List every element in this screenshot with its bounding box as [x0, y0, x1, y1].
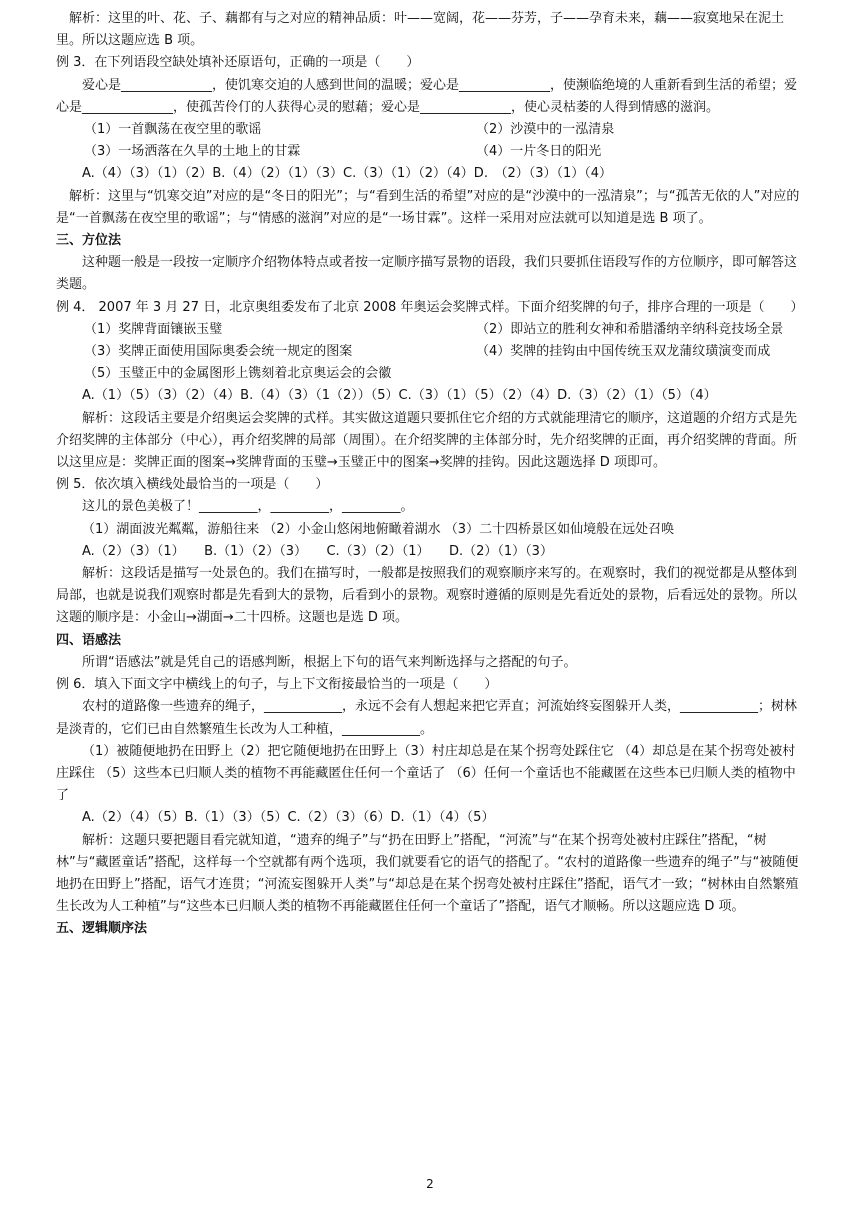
option-item: （1）奖牌背面镶嵌玉璧: [84, 321, 223, 337]
example-3-passage: 爱心是______________，使饥寒交迫的人感到世间的温暖；爱心是______________，使濒临绝境的人重新看到生活的希望；爱心是______________，使孤苦伶仃的人获得心灵的慰藉；爱心是______________，使心灵枯萎的人得到情感的滋润。: [56, 77, 798, 115]
example-3-question: 例 3．在下列语段空缺处填补还原语句，正确的一项是（ ）: [56, 55, 420, 71]
example-6-passage: 农村的道路像一些遗弃的绳子，____________，永远不会有人想起来把它弄直；河流始终妄图躲开人类，____________；树林是淡青的，它们已由自然繁殖生长改为人工种植，____________。: [56, 699, 798, 737]
section-3-intro: 这种题一般是一段按一定顺序介绍物体特点或者按一定顺序描写景物的语段，我们只要抓住语段写作的方位顺序，即可解答这类题。: [56, 255, 798, 293]
option-item: （2）沙漠中的一泓清泉: [476, 122, 615, 138]
example-3-analysis: 解析：这里与“饥寒交迫”对应的是“冬日的阳光”；与“看到生活的希望”对应的是“沙漠中的一泓清泉”；与“孤苦无依的人”对应的是“一首飘荡在夜空里的歌谣”；与“情感的滋润”对应的是“一场甘霖”。这样一采用对应法就可以知道是选 B 项了。: [56, 188, 800, 226]
example-5-passage: 这儿的景色美极了！_________，_________，_________。: [82, 499, 414, 515]
example-5-options: （1）湖面波光粼粼，游船往来 （2）小金山悠闲地俯瞰着湖水 （3）二十四桥景区如仙境般在远处召唤: [82, 521, 675, 537]
example-4-choices: A.（1）（5）（3）（2）（4）B.（4）（3）（1（2））（5）C.（3）（1）（5）（2）（4）D.（3）（2）（1）（5）（4）: [82, 388, 717, 404]
page-number: 2: [426, 1177, 434, 1191]
example-3-options-row-2: [56, 141, 808, 163]
example-6-question: 例 6．填入下面文字中横线上的句子，与上下文衔接最恰当的一项是（ ）: [56, 677, 498, 693]
example-6-choices: A.（2）（4）（5）B.（1）（3）（5）C.（2）（3）（6）D.（1）（4）（5）: [82, 810, 495, 826]
example-5-question: 例 5．依次填入横线处最恰当的一项是（ ）: [56, 477, 329, 493]
example-4-analysis: 解析：这段话主要是介绍奥运会奖牌的式样。其实做这道题只要抓住它介绍的方式就能理清它的顺序，这道题的介绍方式是先介绍奖牌的主体部分（中心），再介绍奖牌的局部（周围）。在介绍奖牌的主体部分时，先介绍奖牌的正面，再介绍奖牌的背面。所以这里应是：奖牌正面的图案→奖牌背面的玉璧→玉璧正中的图案→奖牌的挂钩。因此这题选择 D 项即可。: [56, 410, 798, 471]
analysis-paragraph: 解析：这里的叶、花、子、藕都有与之对应的精神品质：叶——宽阔，花——芬芳，子——孕育未来，藕——寂寞地呆在泥土里。所以这题应选 B 项。: [56, 11, 785, 49]
example-4-options-row-1: [56, 319, 808, 341]
example-5-choices: A.（2）（3）（1） B.（1）（2）（3） C.（3）（2）（1） D.（2）（1）（3）: [82, 543, 553, 559]
option-item: （4）奖牌的挂钩由中国传统玉双龙蒲纹璜演变而成: [476, 344, 771, 360]
section-4-intro: 所谓“语感法”就是凭自己的语感判断，根据上下句的语气来判断选择与之搭配的句子。: [82, 654, 577, 670]
section-heading-5: 五、逻辑顺序法: [56, 921, 148, 937]
option-item: （1）一首飘荡在夜空里的歌谣: [84, 122, 262, 138]
example-3-choices: A.（4）（3）（1）（2）B.（4）（2）（1）（3）C.（3）（1）（2）（4）D. （2）（3）（1）（4）: [82, 166, 613, 182]
option-item: （3）一场洒落在久旱的土地上的甘霖: [84, 144, 301, 160]
document-page: [56, 8, 808, 941]
option-item: （4）一片冬日的阳光: [476, 144, 602, 160]
example-5-analysis: 解析：这段话是描写一处景色的。我们在描写时，一般都是按照我们的观察顺序来写的。在观察时，我们的视觉都是从整体到局部，也就是说我们观察时都是先看到大的景物，后看到小的景物。观察时遵循的原则是先看近处的景物，后看远处的景物。所以这题的顺序是：小金山→湖面→二十四桥。这题也是选 D 项。: [56, 566, 798, 626]
example-4-question: 例 4． 2007 年 3 月 27 日，北京奥组委发布了北京 2008 年奥运会奖牌式样。下面介绍奖牌的句子，排序合理的一项是（ ）: [56, 299, 804, 315]
section-heading-4: 四、语感法: [56, 632, 122, 648]
example-4-options-row-2: [56, 341, 808, 363]
section-heading-3: 三、方位法: [56, 233, 122, 249]
option-item: （2）即站立的胜利女神和希腊潘纳辛纳科竞技场全景: [476, 321, 784, 337]
example-6-options: （1）被随便地扔在田野上（2）把它随便地扔在田野上（3）村庄却总是在某个拐弯处踩住它 （4）却总是在某个拐弯处被村庄踩住 （5）这些本已归顺人类的植物不再能藏匿住任何一个童话了 （6）任何一个童话也不能藏匿在这些本已归顺人类的植物中了: [56, 743, 796, 804]
example-6-analysis: 解析：这题只要把题目看完就知道，“遗弃的绳子”与“扔在田野上”搭配，“河流”与“在某个拐弯处被村庄踩住”搭配，“树林”与“藏匿童话”搭配，这样每一个空就都有两个选项，我们就要看它的语气的搭配了。“农村的道路像一些遗弃的绳子”与“被随便地扔在田野上”搭配，语气才连贯；“河流妄图躲开人类”与“却总是在某个拐弯处被村庄踩住”搭配，语气才一致；“树林由自然繁殖生长改为人工种植”与“这些本已归顺人类的植物不再能藏匿住任何一个童话了”搭配，语气才顺畅。所以这题应选 D 项。: [56, 832, 799, 915]
example-3-options-row-1: [56, 119, 808, 141]
example-4-option-5: （5）玉璧正中的金属图形上镌刻着北京奥运会的会徽: [84, 366, 392, 382]
option-item: （3）奖牌正面使用国际奥委会统一规定的图案: [84, 344, 353, 360]
